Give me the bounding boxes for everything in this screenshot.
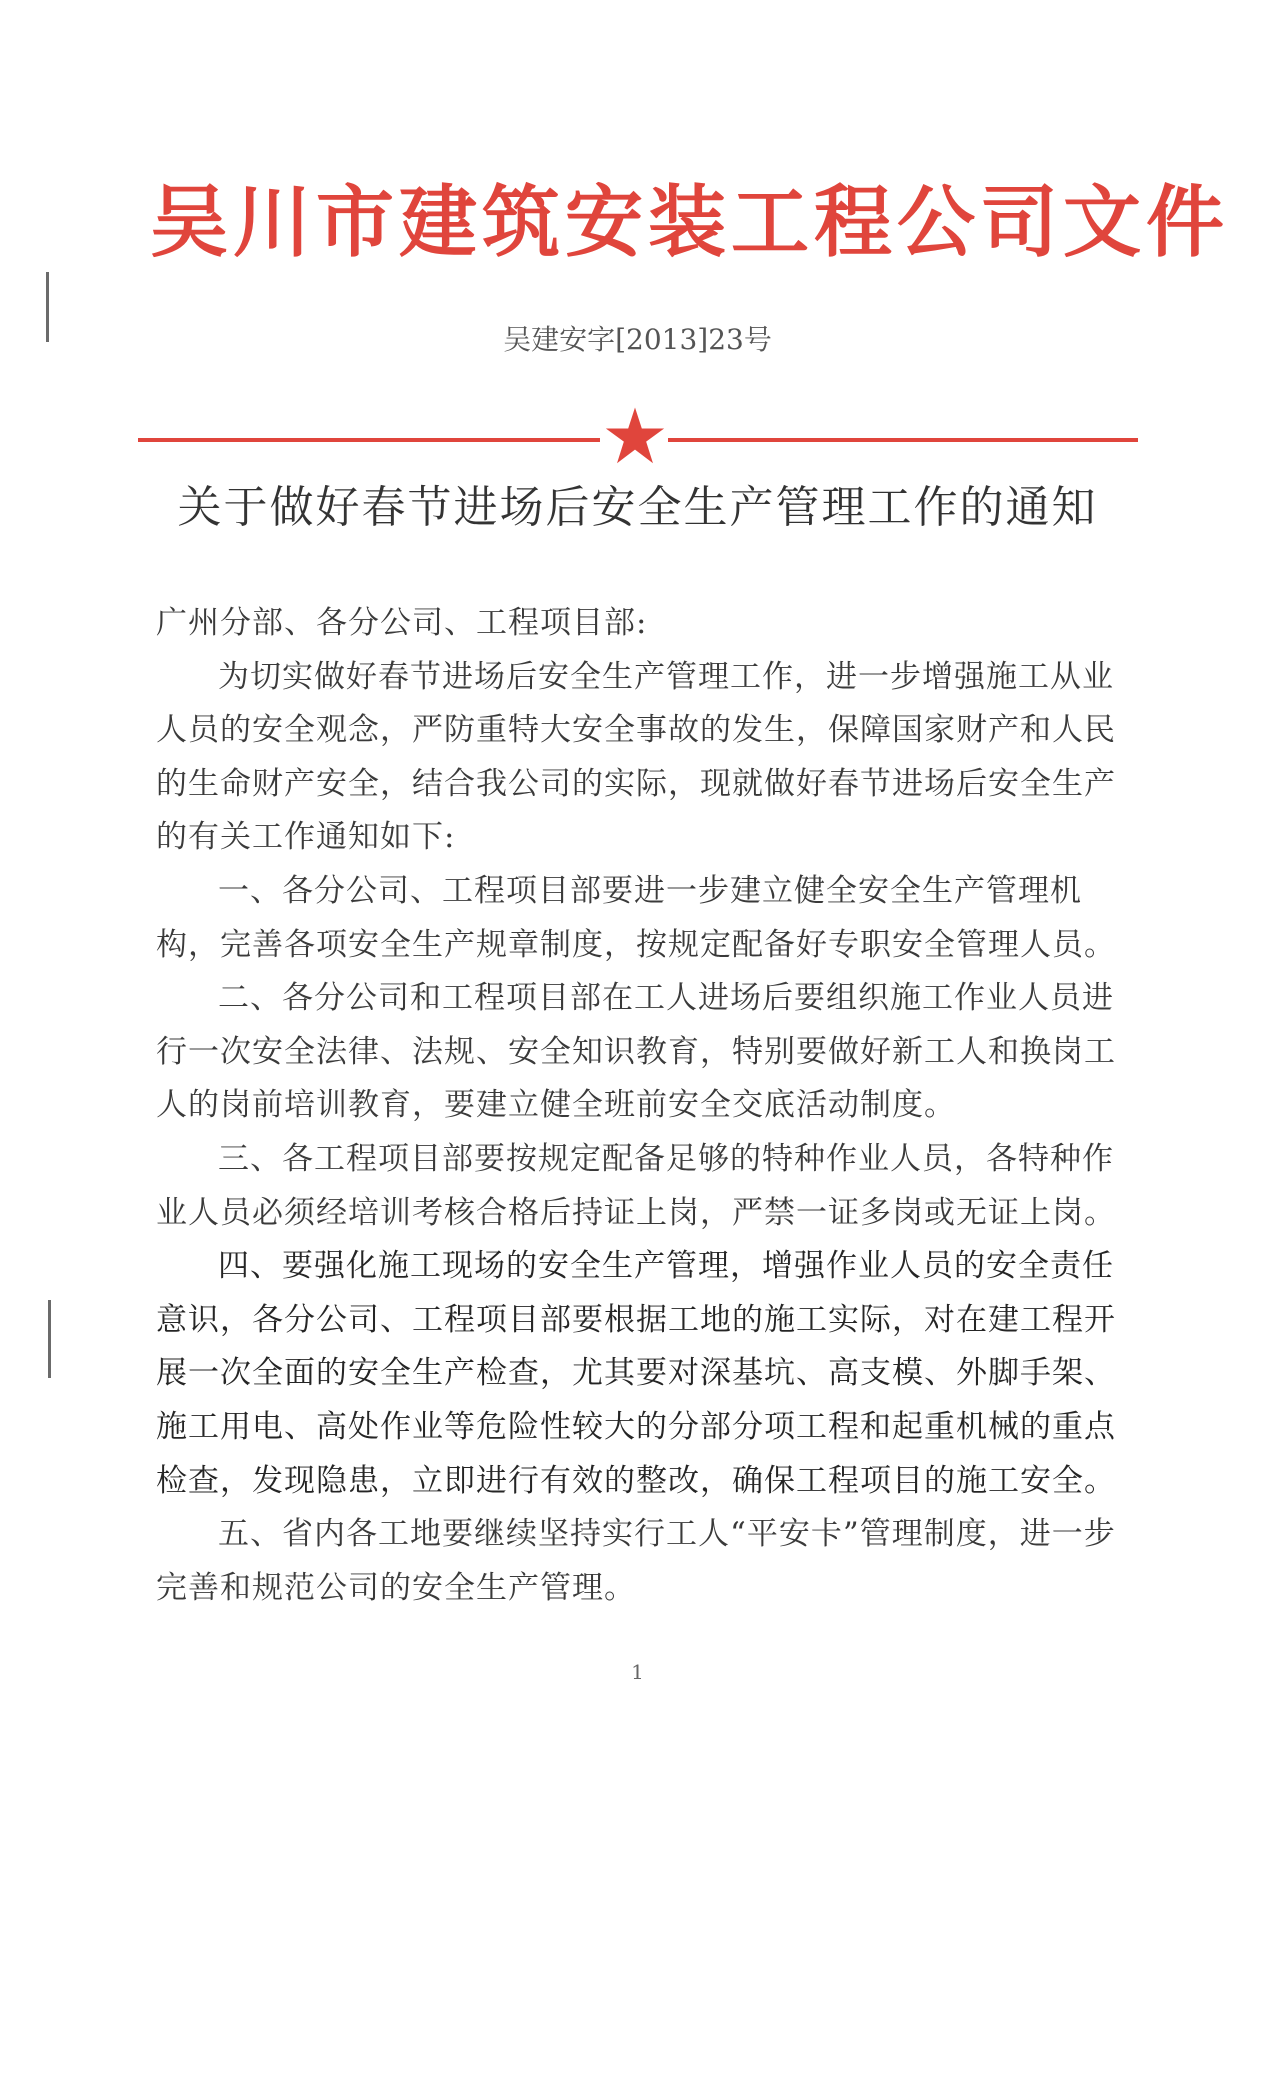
item-paragraph: 一、各分公司、工程项目部要进一步建立健全安全生产管理机构，完善各项安全生产规章制度，按规定配备好专职安全管理人员。 [156,872,1116,963]
item-paragraph: 三、各工程项目部要按规定配备足够的特种作业人员，各特种作业人员必须经培训考核合格后持证上岗，严禁一证多岗或无证上岗。 [156,1140,1116,1231]
item-paragraph: 二、各分公司和工程项目部在工人进场后要组织施工作业人员进行一次安全法律、法规、安全知识教育，特别要做好新工人和换岗工人的岗前培训教育，要建立健全班前安全交底活动制度。 [156,980,1116,1124]
item-paragraph: 四、要强化施工现场的安全生产管理，增强作业人员的安全责任意识，各分公司、工程项目部要根据工地的施工实际，对在建工程开展一次全面的安全生产检查，尤其要对深基坑、高支模、外脚手架、施工用电、高处作业等危险性较大的分部分项工程和起重机械的重点检查，发现隐患，立即进行有效的整改，确保工程项目的施工安全。 [156,1248,1116,1499]
page-number: 1 [631,1660,644,1684]
notice-body [156,597,1131,1615]
salutation: 广州分部、各分公司、工程项目部: [156,605,648,641]
binding-mark [48,1300,51,1378]
item-paragraph: 五、省内各工地要继续坚持实行工人“平安卡”管理制度，进一步完善和规范公司的安全生产管理。 [156,1516,1116,1606]
intro-paragraph: 为切实做好春节进场后安全生产管理工作，进一步增强施工从业人员的安全观念，严防重特大安全事故的发生，保障国家财产和人民的生命财产安全，结合我公司的实际，现就做好春节进场后安全生产的有关工作通知如下: [156,658,1116,856]
notice-title: 关于做好春节进场后安全生产管理工作的通知 [177,482,1098,533]
red-divider-left [138,438,600,442]
document-header-title: 吴川市建筑安装工程公司文件 [150,177,1230,268]
red-divider-right [668,438,1138,442]
document-number: 吴建安字[2013]23号 [503,323,772,356]
star-icon [604,405,666,467]
